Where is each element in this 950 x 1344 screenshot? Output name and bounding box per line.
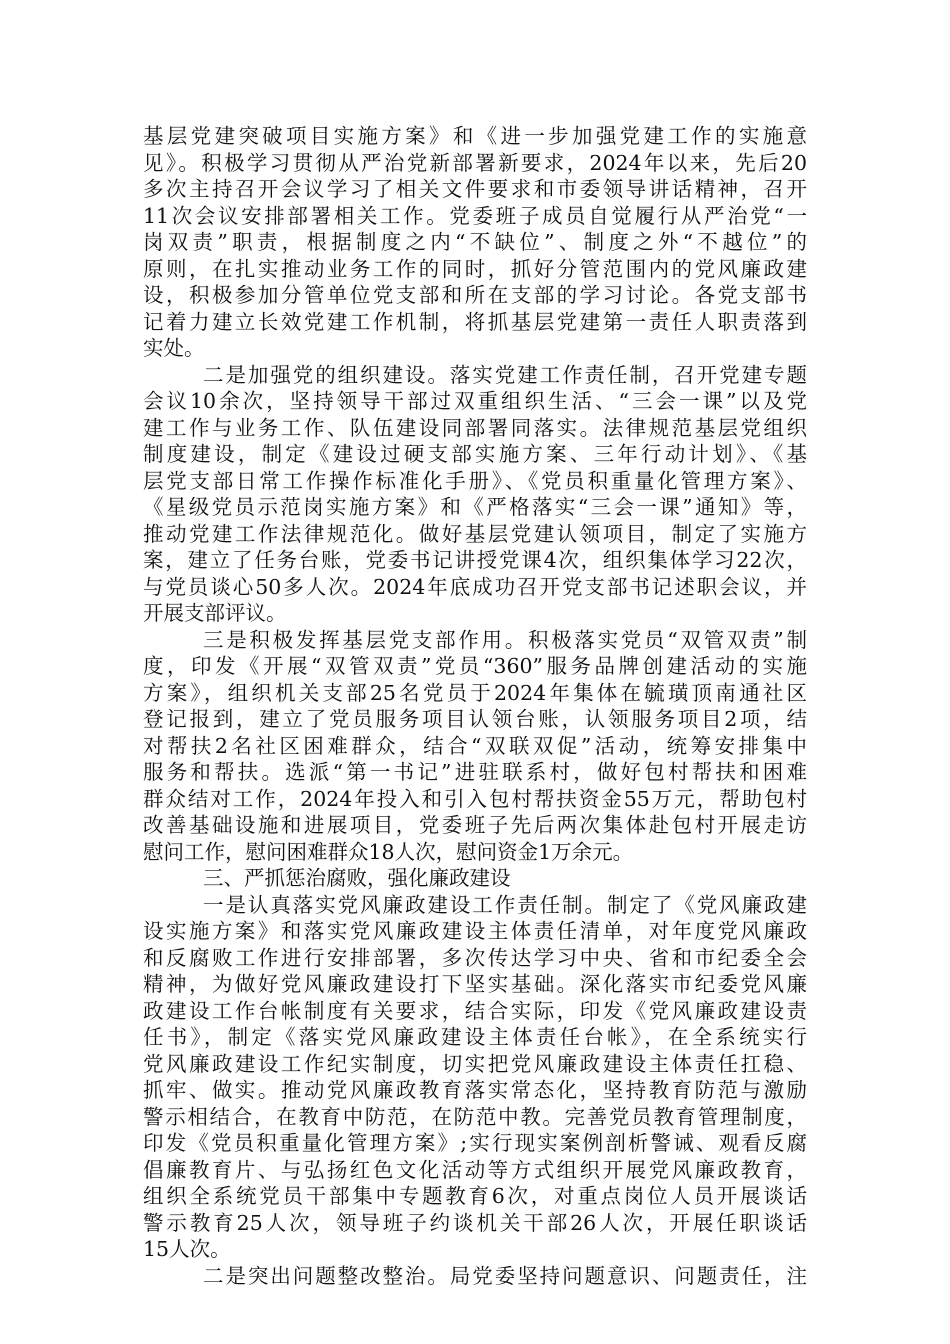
text-line: 政建设工作台帐制度有关要求，结合实际，印发《党风廉政建设责 <box>143 998 807 1023</box>
text-line: 实处。 <box>143 336 205 360</box>
text-line: 《星级党员示范岗实施方案》和《严格落实“三会一课”通知》等， <box>143 495 807 519</box>
document-body <box>143 123 807 1289</box>
text-line: 建工作与业务工作、队伍建设同部署同落实。法律规范基层党组织 <box>143 415 807 440</box>
text-line: 倡廉教育片、与弘扬红色文化活动等方式组织开展党风廉政教育， <box>143 1157 807 1182</box>
text-line: 案，建立了任务台账，党委书记讲授党课4次，组织集体学习22次， <box>143 548 807 572</box>
text-line: 一是认真落实党风廉政建设工作责任制。制定了《党风廉政建 <box>203 892 807 917</box>
text-line: 度，印发《开展“双管双责”党员“360”服务品牌创建活动的实施 <box>143 654 807 678</box>
text-line: 会议10余次，坚持领导干部过双重组织生活、“三会一课”以及党 <box>143 389 807 413</box>
text-line: 层党支部日常工作操作标准化手册》、《党员积重量化管理方案》、 <box>143 468 807 493</box>
text-line: 对帮扶2名社区困难群众，结合“双联双促”活动，统筹安排集中 <box>143 733 807 758</box>
text-line: 制度建设，制定《建设过硬支部实施方案、三年行动计划》、《基 <box>143 442 807 466</box>
text-line: 11次会议安排部署相关工作。党委班子成员自觉履行从严治党“一 <box>143 203 807 228</box>
text-line: 抓牢、做实。推动党风廉政教育落实常态化，坚持教育防范与激励 <box>143 1078 807 1102</box>
text-line: 印发《党员积重量化管理方案》;实行现实案例剖析警诫、观看反腐 <box>143 1131 807 1155</box>
text-line: 二是突出问题整改整治。局党委坚持问题意识、问题责任，注 <box>203 1263 807 1288</box>
text-line: 改善基础设施和进展项目，党委班子先后两次集体赴包村开展走访 <box>143 813 807 837</box>
text-line: 组织全系统党员干部集中专题教育6次，对重点岗位人员开展谈话 <box>143 1184 807 1208</box>
text-line: 和反腐败工作进行安排部署，多次传达学习中央、省和市纪委全会 <box>143 945 807 970</box>
text-line: 设，积极参加分管单位党支部和所在支部的学习讨论。各党支部书 <box>143 283 807 307</box>
text-line: 记着力建立长效党建工作机制，将抓基层党建第一责任人职责落到 <box>143 309 807 334</box>
text-line: 精神，为做好党风廉政建设打下坚实基础。深化落实市纪委党风廉 <box>143 972 807 996</box>
text-line: 岗双责”职责，根据制度之内“不缺位”、制度之外“不越位”的 <box>143 230 807 254</box>
text-line: 多次主持召开会议学习了相关文件要求和市委领导讲话精神，召开 <box>143 177 807 201</box>
text-line: 慰问工作，慰问困难群众18人次，慰问资金1万余元。 <box>143 839 634 864</box>
text-line: 开展支部评议。 <box>143 601 287 625</box>
text-line: 三是积极发挥基层党支部作用。积极落实党员“双管双责”制 <box>203 627 807 652</box>
text-line: 三、严抓惩治腐败，强化廉政建设 <box>203 866 511 890</box>
text-line: 基层党建突破项目实施方案》和《进一步加强党建工作的实施意 <box>143 124 807 148</box>
text-line: 方案》，组织机关支部25名党员于2024年集体在毓璜顶南通社区 <box>143 680 807 705</box>
text-line: 二是加强党的组织建设。落实党建工作责任制，召开党建专题 <box>203 362 807 387</box>
text-line: 群众结对工作，2024年投入和引入包村帮扶资金55万元，帮助包村 <box>143 786 807 811</box>
text-line: 见》。积极学习贯彻从严治党新部署新要求，2024年以来，先后20 <box>143 150 807 175</box>
text-line: 原则，在扎实推动业务工作的同时，抓好分管范围内的党风廉政建 <box>143 256 807 281</box>
text-line: 设实施方案》和落实党风廉政建设主体责任清单，对年度党风廉政 <box>143 919 807 943</box>
text-line: 与党员谈心50多人次。2024年底成功召开党支部书记述职会议，并 <box>143 574 807 599</box>
text-line: 任书》，制定《落实党风廉政建设主体责任台帐》，在全系统实行 <box>143 1025 807 1049</box>
text-line: 推动党建工作法律规范化。做好基层党建认领项目，制定了实施方 <box>143 521 807 546</box>
text-line: 登记报到，建立了党员服务项目认领台账，认领服务项目2项，结 <box>143 707 807 731</box>
text-line: 服务和帮扶。选派“第一书记”进驻联系村，做好包村帮扶和困难 <box>143 760 807 784</box>
text-line: 警示相结合，在教育中防范，在防范中教。完善党员教育管理制度， <box>143 1104 807 1129</box>
text-line: 15人次。 <box>143 1237 231 1261</box>
text-line: 警示教育25人次，领导班子约谈机关干部26人次，开展任职谈话 <box>143 1210 807 1235</box>
text-line: 党风廉政建设工作纪实制度，切实把党风廉政建设主体责任扛稳、 <box>143 1051 807 1076</box>
